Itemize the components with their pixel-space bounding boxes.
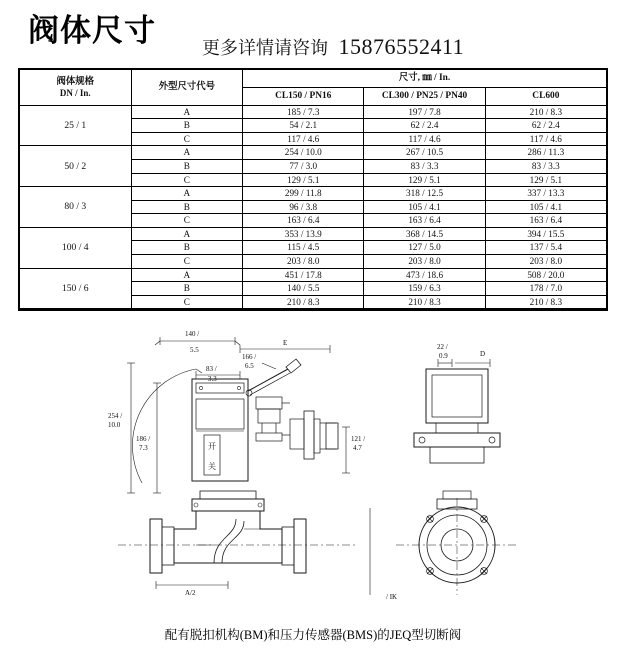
contact-phone: 15876552411 (338, 34, 465, 59)
dimension-254b: 10.0 (108, 421, 121, 430)
row-code: B (131, 119, 243, 133)
row-code: A (131, 227, 243, 241)
header-cl150: CL150 / PN16 (243, 87, 364, 105)
row-code: C (131, 254, 243, 268)
cell-cl300: 267 / 10.5 (364, 146, 485, 160)
label-open: 开 (208, 442, 216, 452)
cell-cl300: 159 / 6.3 (364, 282, 485, 296)
cell-cl600: 137 / 5.4 (485, 241, 606, 255)
row-code: C (131, 132, 243, 146)
cell-cl150: 77 / 3.0 (243, 159, 364, 173)
cell-cl300: 129 / 5.1 (364, 173, 485, 187)
valve-size-table (19, 69, 607, 309)
cell-cl600: 163 / 6.4 (485, 214, 606, 228)
cell-cl150: 299 / 11.8 (243, 187, 364, 201)
page-title: 阀体尺寸 (28, 13, 156, 48)
contact-line (202, 34, 464, 60)
cell-cl600: 178 / 7.0 (485, 282, 606, 296)
cell-cl600: 210 / 8.3 (485, 105, 606, 119)
cell-cl150: 115 / 4.5 (243, 241, 364, 255)
table-row (20, 105, 607, 119)
row-code: B (131, 241, 243, 255)
row-group-label: 100 / 4 (20, 227, 132, 268)
cell-cl150: 185 / 7.3 (243, 105, 364, 119)
cell-cl600: 105 / 4.1 (485, 200, 606, 214)
cell-cl150: 353 / 13.9 (243, 227, 364, 241)
cell-cl600: 210 / 8.3 (485, 295, 606, 309)
cell-cl300: 203 / 8.0 (364, 254, 485, 268)
dimension-83: 83 / (206, 365, 217, 374)
dimension-140b: 5.5 (190, 346, 199, 355)
cell-cl300: 210 / 8.3 (364, 295, 485, 309)
cell-cl300: 197 / 7.8 (364, 105, 485, 119)
cell-cl300: 62 / 2.4 (364, 119, 485, 133)
row-group-label: 80 / 3 (20, 187, 132, 228)
cell-cl300: 163 / 6.4 (364, 214, 485, 228)
cell-cl150: 54 / 2.1 (243, 119, 364, 133)
row-code: A (131, 268, 243, 282)
row-code: A (131, 146, 243, 160)
row-group-label: 25 / 1 (20, 105, 132, 146)
cell-cl150: 254 / 10.0 (243, 146, 364, 160)
cell-cl150: 451 / 17.8 (243, 268, 364, 282)
dimension-166b: 6.5 (245, 362, 254, 371)
dimension-83b: 3.3 (208, 375, 217, 384)
cell-cl300: 368 / 14.5 (364, 227, 485, 241)
header-code: 外型尺寸代号 (131, 70, 243, 106)
header-spec (20, 70, 132, 106)
row-code: B (131, 282, 243, 296)
cell-cl300: 117 / 4.6 (364, 132, 485, 146)
cell-cl150: 96 / 3.8 (243, 200, 364, 214)
dimension-254: 254 / (108, 412, 123, 421)
cell-cl600: 129 / 5.1 (485, 173, 606, 187)
dimension-IK: / IK (386, 593, 398, 602)
cell-cl300: 473 / 18.6 (364, 268, 485, 282)
row-code: A (131, 187, 243, 201)
dimension-186b: 7.3 (139, 444, 148, 453)
cell-cl600: 83 / 3.3 (485, 159, 606, 173)
cell-cl600: 337 / 13.3 (485, 187, 606, 201)
cell-cl300: 318 / 12.5 (364, 187, 485, 201)
header-spec-line2: DN / In. (59, 87, 91, 98)
cell-cl150: 203 / 8.0 (243, 254, 364, 268)
cell-cl150: 140 / 5.5 (243, 282, 364, 296)
table-body (20, 105, 607, 309)
label-close: 关 (208, 462, 216, 472)
table-row (20, 268, 607, 282)
dimension-D: D (480, 350, 486, 359)
contact-label: 更多详情请咨询 (202, 38, 328, 58)
table-row (20, 187, 607, 201)
valve-technical-drawing (0, 323, 626, 653)
cell-cl600: 62 / 2.4 (485, 119, 606, 133)
cell-cl600: 394 / 15.5 (485, 227, 606, 241)
header-sizes: 尺寸, ㎜ / In. (243, 70, 607, 88)
page-header (0, 0, 626, 62)
cell-cl600: 508 / 20.0 (485, 268, 606, 282)
row-code: C (131, 214, 243, 228)
header-spec-line1: 阀体规格 (56, 76, 95, 87)
cell-cl600: 117 / 4.6 (485, 132, 606, 146)
drawing-caption: 配有脱扣机构(BM)和压力传感器(BMS)的JEQ型切断阀 (164, 628, 462, 643)
cell-cl150: 163 / 6.4 (243, 214, 364, 228)
cell-cl600: 286 / 11.3 (485, 146, 606, 160)
row-code: B (131, 159, 243, 173)
cell-cl300: 127 / 5.0 (364, 241, 485, 255)
header-cl600: CL600 (485, 87, 606, 105)
dimension-A2: A/2 (185, 589, 196, 598)
dimension-E: E (283, 339, 288, 348)
dimension-121: 121 / (351, 435, 366, 444)
row-code: A (131, 105, 243, 119)
drawing-svg (0, 323, 626, 623)
row-code: B (131, 200, 243, 214)
row-group-label: 50 / 2 (20, 146, 132, 187)
dimension-22b: 0.9 (439, 352, 448, 361)
row-code: C (131, 295, 243, 309)
dimension-166: 166 / (242, 353, 257, 362)
cell-cl150: 129 / 5.1 (243, 173, 364, 187)
table-row (20, 146, 607, 160)
dimension-186: 186 / (136, 435, 151, 444)
row-code: C (131, 173, 243, 187)
table-header-row (20, 70, 607, 88)
dimension-140: 140 / (185, 330, 200, 339)
header-cl300: CL300 / PN25 / PN40 (364, 87, 485, 105)
dimension-22: 22 / (437, 343, 448, 352)
dimension-121b: 4.7 (353, 444, 362, 453)
cell-cl600: 203 / 8.0 (485, 254, 606, 268)
valve-size-table-wrapper (18, 68, 608, 311)
cell-cl300: 105 / 4.1 (364, 200, 485, 214)
cell-cl150: 117 / 4.6 (243, 132, 364, 146)
cell-cl300: 83 / 3.3 (364, 159, 485, 173)
cell-cl150: 210 / 8.3 (243, 295, 364, 309)
table-row (20, 227, 607, 241)
row-group-label: 150 / 6 (20, 268, 132, 309)
